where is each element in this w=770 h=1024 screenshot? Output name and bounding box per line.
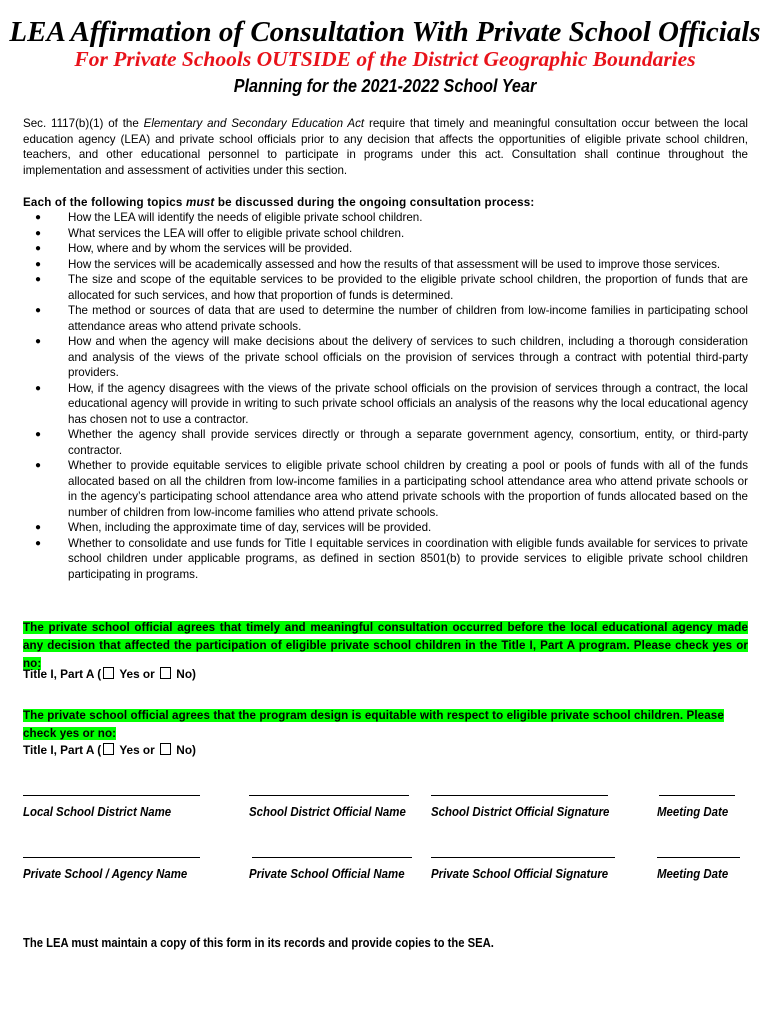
list-item — [23, 427, 748, 458]
topic-text: The size and scope of the equitable services to be provided to the eligible private school children, the proportion of funds that are allocated for such services, and how that proportion of funds is determined. — [68, 273, 748, 302]
consultation-agreement-text: The private school official agrees that timely and meaningful consultation occurred before the local educational agency made any decision that affected the participation of eligible private school children in the Title I, Part A program. Please check yes or no: — [23, 621, 748, 670]
local-district-name-line[interactable] — [23, 795, 200, 796]
consultation-agreement — [23, 618, 748, 672]
topic-text: How, if the agency disagrees with the views of the private school officials on the provision of services through a contract, the local educational agency will provide in writing to such private school officials an analysis of the reasons why the local educational agency has chosen not to use a contractor. — [68, 381, 748, 426]
list-item — [23, 458, 748, 520]
title-one-design-check — [23, 743, 196, 757]
yes-checkbox[interactable] — [103, 667, 114, 679]
topic-text: What services the LEA will offer to eligible private school children. — [68, 226, 405, 240]
topic-text: How and when the agency will make decisions about the delivery of services to such children, including a thorough consideration and analysis of the views of the private school officials on the provision of services through a contract with potential third-party providers. — [68, 335, 748, 379]
check-prefix: Title I, Part A ( — [23, 743, 102, 757]
district-official-name-line[interactable] — [249, 795, 409, 796]
topic-text: How, where and by whom the services will be provided. — [68, 242, 353, 255]
meeting-date-label: Meeting Date — [657, 804, 729, 819]
no-checkbox[interactable] — [160, 743, 171, 755]
title-one-consultation-check — [23, 667, 196, 681]
intro-before: Sec. 1117(b)(1) of the — [23, 117, 144, 130]
bullet-icon: ● — [35, 336, 42, 347]
bullet-icon: ● — [35, 522, 42, 533]
private-school-name-line[interactable] — [23, 857, 200, 858]
list-item — [23, 381, 748, 428]
list-item — [23, 536, 748, 583]
bullet-icon: ● — [35, 429, 42, 440]
topic-text: Whether the agency shall provide services directly or through a separate government agency, consortium, entity, or third-party contractor. — [68, 428, 748, 457]
district-official-name-label: School District Official Name — [249, 804, 406, 819]
topic-text: The method or sources of data that are used to determine the number of children from low-income families in participating school attendance areas who attend private schools. — [68, 304, 748, 333]
district-official-signature-label: School District Official Signature — [431, 804, 610, 819]
no-label: No) — [176, 743, 196, 757]
program-design-agreement-highlight: The private school official agrees that the program design is equitable with respect to eligible private school children. Please check yes or no: — [23, 709, 724, 740]
private-official-name-line[interactable] — [252, 857, 412, 858]
list-item — [23, 303, 748, 334]
district-official-signature-line[interactable] — [431, 795, 608, 796]
list-item — [23, 272, 748, 303]
form-title: LEA Affirmation of Consultation With Private School Officials — [9, 16, 761, 48]
yes-label: Yes or — [119, 667, 155, 681]
topic-text: How the LEA will identify the needs of eligible private school children. — [68, 211, 423, 224]
local-district-name-label: Local School District Name — [23, 804, 172, 819]
meeting-date-line[interactable] — [659, 795, 735, 796]
footer-note: The LEA must maintain a copy of this form in its records and provide copies to the SEA. — [23, 936, 494, 950]
private-official-name-label: Private School Official Name — [249, 866, 405, 881]
list-item — [23, 334, 748, 381]
topics-heading-after: be discussed during the ongoing consultation process: — [214, 196, 535, 209]
act-name: Elementary and Secondary Education Act — [143, 117, 365, 130]
list-item — [23, 257, 748, 273]
bullet-icon: ● — [35, 274, 42, 285]
meeting-date-line[interactable] — [657, 857, 740, 858]
check-prefix: Title I, Part A ( — [23, 667, 102, 681]
bullet-icon: ● — [35, 305, 42, 316]
private-school-name-label: Private School / Agency Name — [23, 866, 188, 881]
list-item — [23, 520, 748, 536]
form-subtitle: For Private Schools OUTSIDE of the District Geographic Boundaries — [74, 47, 696, 71]
topic-text: How the services will be academically assessed and how the results of that assessment will be used to improve those services. — [68, 257, 721, 271]
topic-text: When, including the approximate time of day, services will be provided. — [68, 521, 432, 534]
bullet-icon: ● — [35, 537, 42, 549]
topics-heading-before: Each of the following topics — [23, 196, 186, 209]
program-design-agreement — [23, 706, 748, 742]
no-checkbox[interactable] — [160, 667, 171, 679]
intro-after: require that timely and meaningful consultation occur between the local education agency (LEA) and private school officials prior to any decision that affects the opportunities of eligible private school children, teachers, and other educational personnel to participate in programs under this act. Consultation shall continue throughout the implementation and assessment of activities under this section. — [23, 117, 749, 177]
list-item — [23, 226, 748, 242]
bullet-icon: ● — [35, 227, 42, 239]
intro-paragraph — [23, 116, 748, 178]
planning-year-heading: Planning for the 2021-2022 School Year — [233, 76, 537, 96]
topics-heading-must: must — [185, 196, 215, 209]
list-item — [23, 241, 748, 257]
yes-label: Yes or — [119, 743, 155, 757]
yes-checkbox[interactable] — [103, 743, 114, 755]
private-official-signature-line[interactable] — [431, 857, 615, 858]
bullet-icon: ● — [35, 212, 42, 223]
topics-heading — [23, 195, 748, 211]
private-official-signature-label: Private School Official Signature — [431, 866, 609, 881]
bullet-icon: ● — [35, 460, 42, 471]
topic-text: Whether to provide equitable services to eligible private school children by creating a pool or pools of funds with all of the funds allocated based on all the children from low-income families in a participating school attendance area who attend private schools or in the agency’s participating school attendance area who attend private schools with the proportion of funds allocated based on the number of children from low-income families who attend private schools. — [68, 459, 748, 519]
meeting-date-label: Meeting Date — [657, 866, 729, 881]
bullet-icon: ● — [35, 382, 42, 394]
bullet-icon: ● — [35, 243, 42, 254]
no-label: No) — [176, 667, 196, 681]
list-item — [23, 210, 748, 226]
topic-text: Whether to consolidate and use funds for Title I equitable services in coordination with eligible funds available for services to private school children under applicable programs, as defined in section 8501(b) to provide services to eligible private school children participating in programs. — [68, 536, 748, 581]
bullet-icon: ● — [35, 258, 42, 270]
topics-list — [23, 210, 748, 582]
